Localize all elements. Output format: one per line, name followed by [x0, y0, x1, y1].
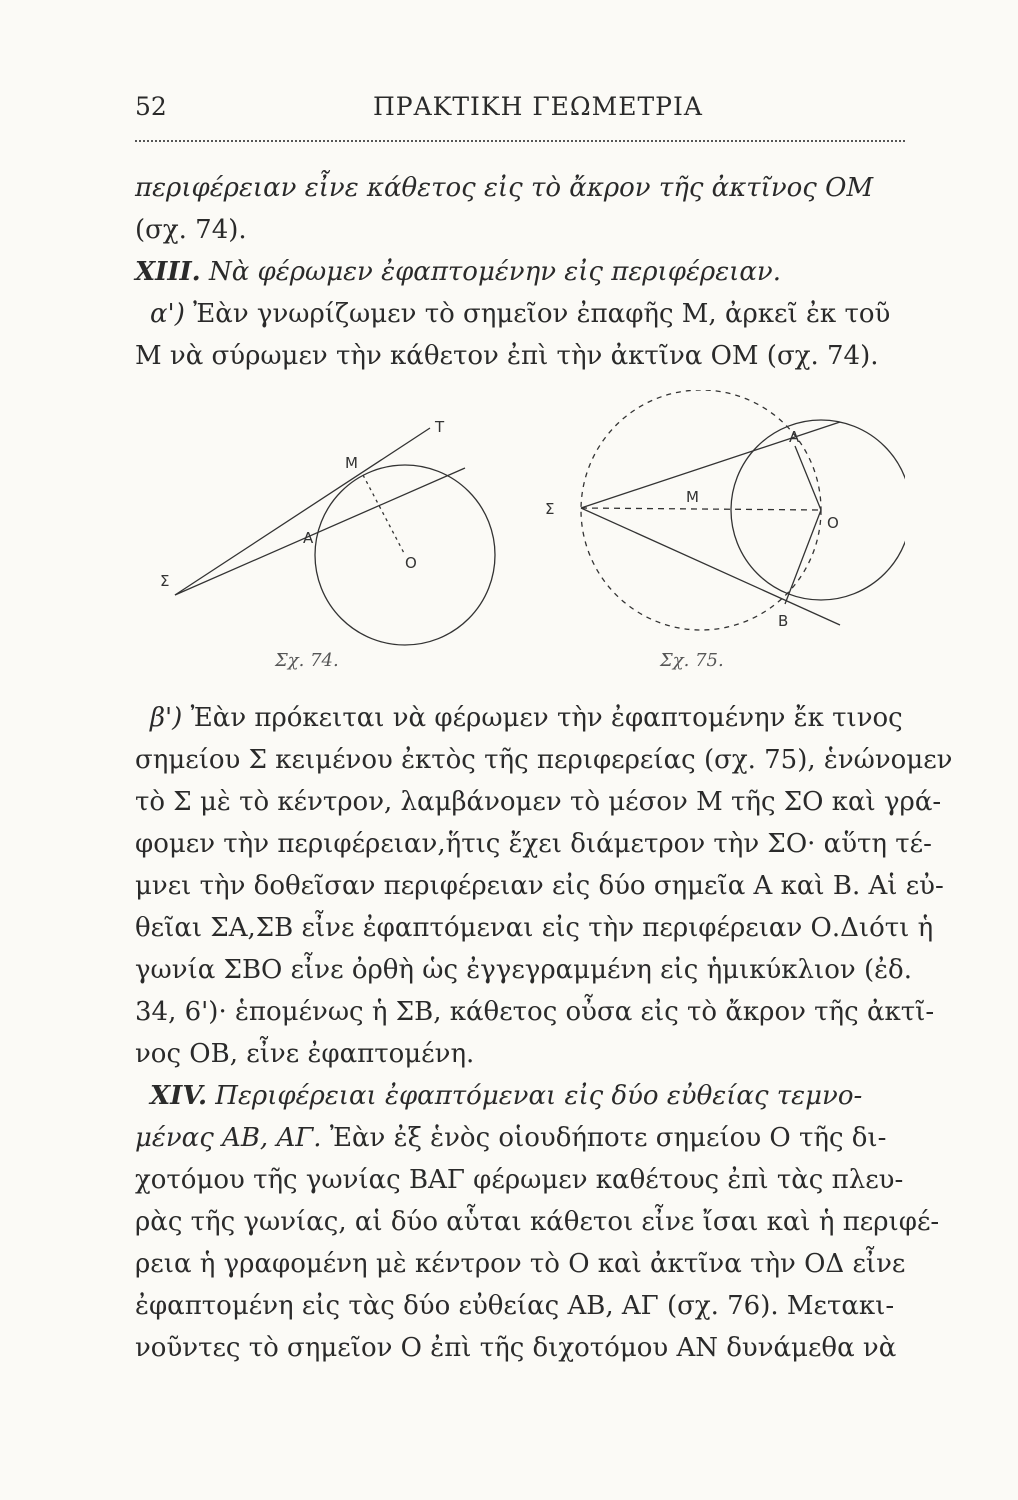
figure-74 [160, 418, 495, 645]
fig75-segment-so [581, 508, 821, 510]
text-line: φομεν τὴν περιφέρειαν,ἥτις ἔχει διάμετρον τὴν ΣΟ· αὕτη τέ- [135, 829, 932, 859]
paragraph-b-line [150, 700, 903, 736]
section-xiii-heading [135, 254, 781, 290]
fig74-label-m: M [345, 454, 358, 472]
fig75-radius-ob [785, 510, 821, 604]
header-rule [135, 140, 905, 142]
fig75-label-b: B [778, 612, 789, 630]
section-title: Περιφέρειαι ἐφαπτόμεναι εἰς δύο εὐθείας τεμνο- [215, 1081, 863, 1111]
fig75-label-sigma: Σ [545, 500, 555, 518]
item-label: α') [150, 299, 185, 329]
paragraph-a-line [150, 296, 890, 332]
text-line: 34, 6')· ἑπομένως ἡ ΣΒ, κάθετος οὖσα εἰς τὸ ἄκρον τῆς ἀκτῖ- [135, 997, 935, 1027]
item-label: β') [150, 703, 183, 733]
fig75-label-o: O [827, 514, 839, 532]
fig74-label-a: A [303, 529, 314, 547]
text-line: περιφέρειαν εἶνε κάθετος εἰς τὸ ἄκρον τῆς ἀκτῖνος ΟΜ [135, 173, 874, 203]
text-line: χοτόμου τῆς γωνίας ΒΑΓ φέρωμεν καθέτους ἐπὶ τὰς πλευ- [135, 1165, 904, 1195]
section-number: XIII. [135, 257, 201, 287]
fig75-caption: Σχ. 75. [660, 650, 724, 671]
fig74-label-sigma: Σ [160, 572, 170, 590]
text-line: νος ΟΒ, εἶνε ἐφαπτομένη. [135, 1039, 475, 1069]
fig74-tangent-line [175, 428, 430, 595]
text-line: νοῦντες τὸ σημεῖον Ο ἐπὶ τῆς διχοτόμου ΑΝ δυνάμεθα νὰ [135, 1333, 897, 1363]
text-line: γωνία ΣΒΟ εἶνε ὀρθὴ ὡς ἐγγεγραμμένη εἰς ἡμικύκλιον (ἐδ. [135, 955, 912, 985]
fig74-secant-line [175, 468, 465, 595]
fig74-label-o: O [405, 554, 417, 572]
text-span: Ἐὰν ἐξ ἑνὸς οἱουδήποτε σημείου Ο τῆς δι- [329, 1123, 887, 1153]
fig74-label-t: T [435, 418, 445, 436]
fig75-label-a: A [789, 428, 800, 446]
text-line: ρὰς τῆς γωνίας, αἱ δύο αὗται κάθετοι εἶνε ἴσαι καὶ ἡ περιφέ- [135, 1207, 940, 1237]
text-span: Ἐὰν πρόκειται νὰ φέρωμεν τὴν ἐφαπτομένην ἔκ τινος [190, 703, 903, 733]
page-number: 52 [135, 92, 167, 121]
section-title: Νὰ φέρωμεν ἐφαπτομένην εἰς περιφέρειαν. [208, 257, 781, 287]
text-line: Μ νὰ σύρωμεν τὴν κάθετον ἐπὶ τὴν ἀκτῖνα ΟΜ (σχ. 74). [135, 341, 879, 371]
text-line: μνει τὴν δοθεῖσαν περιφέρειαν εἰς δύο σημεῖα Α καὶ Β. Αἱ εὐ- [135, 871, 944, 901]
text-line [135, 1120, 886, 1156]
text-line: ρεια ἡ γραφομένη μὲ κέντρον τὸ Ο καὶ ἀκτῖνα τὴν ΟΔ εἶνε [135, 1249, 906, 1279]
figure-drawings [135, 390, 905, 650]
text-line: σημείου Σ κειμένου ἐκτὸς τῆς περιφερείας (σχ. 75), ἑνώνομεν [135, 745, 953, 775]
running-title: ΠΡΑΚΤΙΚΗ ΓΕΩΜΕΤΡΙΑ [373, 92, 703, 121]
text-line: (σχ. 74). [135, 215, 247, 245]
section-number: XIV. [150, 1081, 208, 1111]
text-span: μένας ΑΒ, ΑΓ. [135, 1123, 322, 1153]
figures-area [135, 390, 905, 690]
text-span: Ἐὰν γνωρίζωμεν τὸ σημεῖον ἐπαφῆς Μ, ἀρκεῖ ἐκ τοῦ [193, 299, 891, 329]
page-header [135, 92, 905, 132]
section-xiv-heading [150, 1078, 862, 1114]
fig75-tangent-sb [581, 508, 840, 625]
fig75-label-m: M [686, 488, 699, 506]
figure-75 [545, 390, 905, 630]
text-line: ἐφαπτομένη εἰς τὰς δύο εὐθείας ΑΒ, ΑΓ (σχ. 76). Μετακι- [135, 1291, 895, 1321]
fig75-tangent-sa [581, 422, 840, 508]
text-line: θεῖαι ΣΑ,ΣΒ εἶνε ἐφαπτόμεναι εἰς τὴν περιφέρειαν Ο.Διότι ἡ [135, 913, 934, 943]
fig74-caption: Σχ. 74. [275, 650, 339, 671]
fig75-dashed-circle [581, 390, 821, 630]
fig74-radius-om [363, 475, 405, 555]
text-line: τὸ Σ μὲ τὸ κέντρον, λαμβάνομεν τὸ μέσον Μ τῆς ΣΟ καὶ γρά- [135, 787, 942, 817]
